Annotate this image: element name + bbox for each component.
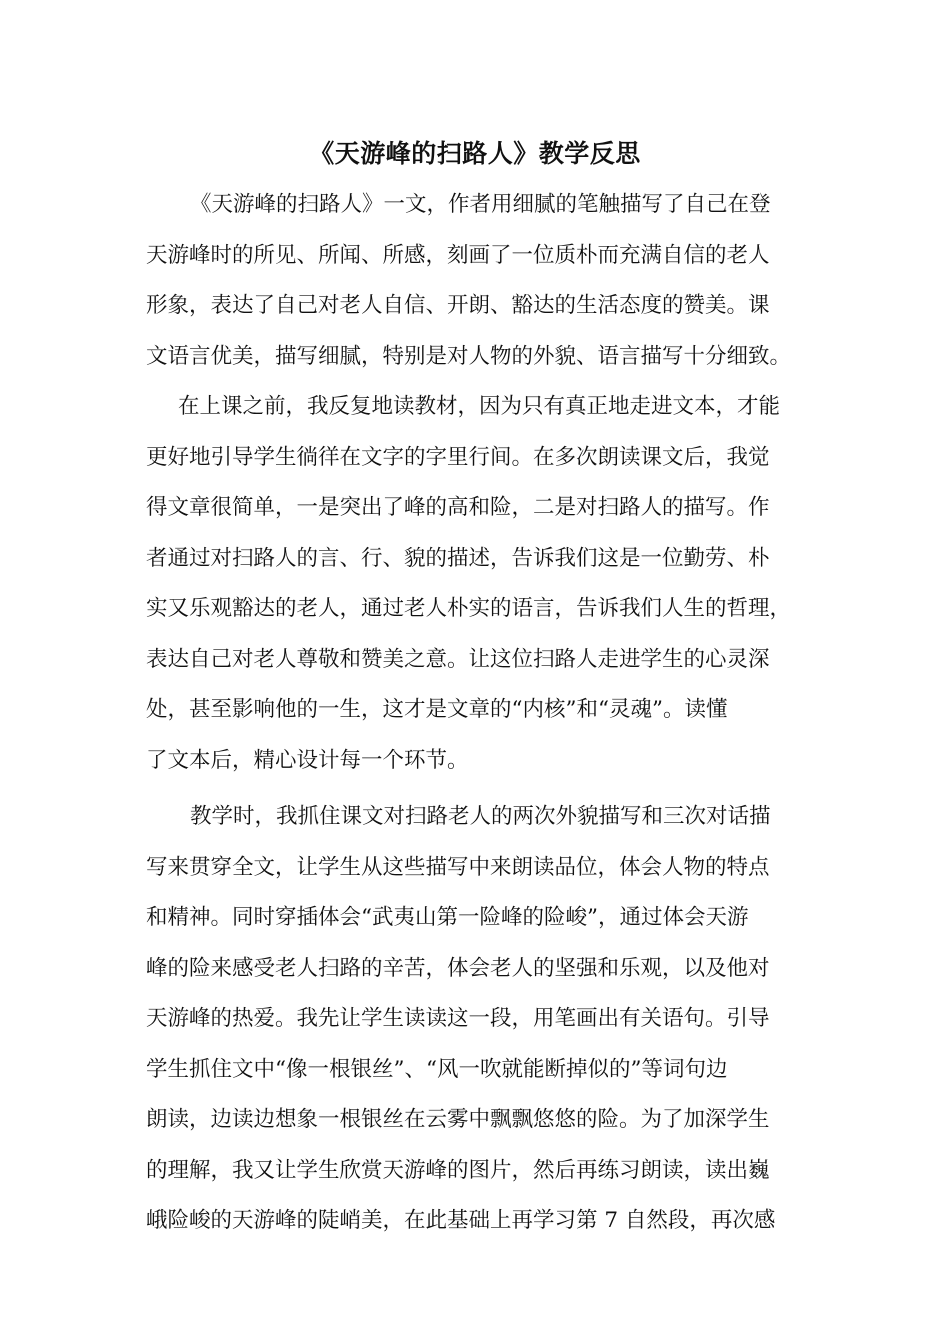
paragraph-line: 得文章很简单，一是突出了峰的高和险，二是对扫路人的描写。作 <box>146 495 770 520</box>
paragraph-line: 文语言优美，描写细腻，特别是对人物的外貌、语言描写十分细致。 <box>146 343 792 369</box>
paragraph-3 <box>146 792 806 1247</box>
paragraph-line: 在上课之前，我反复地读教材，因为只有真正地走进文本，才能 <box>178 394 781 419</box>
paragraph-line: 和精神。同时穿插体会“武夷山第一险峰的险峻”，通过体会天游 <box>146 905 749 930</box>
paragraph-line: 者通过对扫路人的言、行、貌的描述，告诉我们这是一位勤劳、朴 <box>146 545 770 571</box>
paragraph-line: 峨险峻的天游峰的陡峭美，在此基础上再学习第 7 自然段，再次感 <box>146 1208 776 1233</box>
paragraph-line: 更好地引导学生徜徉在文字的字里行间。在多次朗读课文后，我觉 <box>146 444 770 470</box>
paragraph-line: 表达自己对老人尊敬和赞美之意。让这位扫路人走进学生的心灵深 <box>146 646 770 672</box>
document-title: 《天游峰的扫路人》教学反思 <box>309 139 641 168</box>
paragraph-1 <box>146 180 806 382</box>
paragraph-line: 的理解，我又让学生欣赏天游峰的图片，然后再练习朗读，读出巍 <box>146 1157 770 1183</box>
paragraph-line: 写来贯穿全文，让学生从这些描写中来朗读品位，体会人物的特点 <box>146 854 770 880</box>
paragraph-line: 了文本后，精心设计每一个环节。 <box>146 747 469 773</box>
paragraph-line: 教学时，我抓住课文对扫路老人的两次外貌描写和三次对话描 <box>190 804 771 829</box>
paragraph-line: 天游峰的热爱。我先让学生读读这一段，用笔画出有关语句。引导 <box>146 1006 770 1031</box>
paragraph-line: 天游峰时的所见、所闻、所感，刻画了一位质朴而充满自信的老人 <box>146 242 770 268</box>
paragraph-line: 实又乐观豁达的老人，通过老人朴实的语言，告诉我们人生的哲理， <box>146 596 792 621</box>
paragraph-line: 形象，表达了自己对老人自信、开朗、豁达的生活态度的赞美。课 <box>146 293 770 318</box>
paragraph-line: 《天游峰的扫路人》一文，作者用细腻的笔触描写了自己在登 <box>190 192 771 217</box>
paragraph-line: 峰的险来感受老人扫路的辛苦，体会老人的坚强和乐观，以及他对 <box>146 955 770 981</box>
paragraph-line: 学生抓住文中“像一根银丝”、“风一吹就能断掉似的”等词句边 <box>146 1056 728 1082</box>
paragraph-2 <box>146 382 806 786</box>
paragraph-line: 处，甚至影响他的一生，这才是文章的“内核”和“灵魂”。读懂 <box>146 697 728 722</box>
paragraph-line: 朗读，边读边想象一根银丝在云雾中飘飘悠悠的险。为了加深学生 <box>146 1107 770 1132</box>
document-body <box>146 180 806 1247</box>
